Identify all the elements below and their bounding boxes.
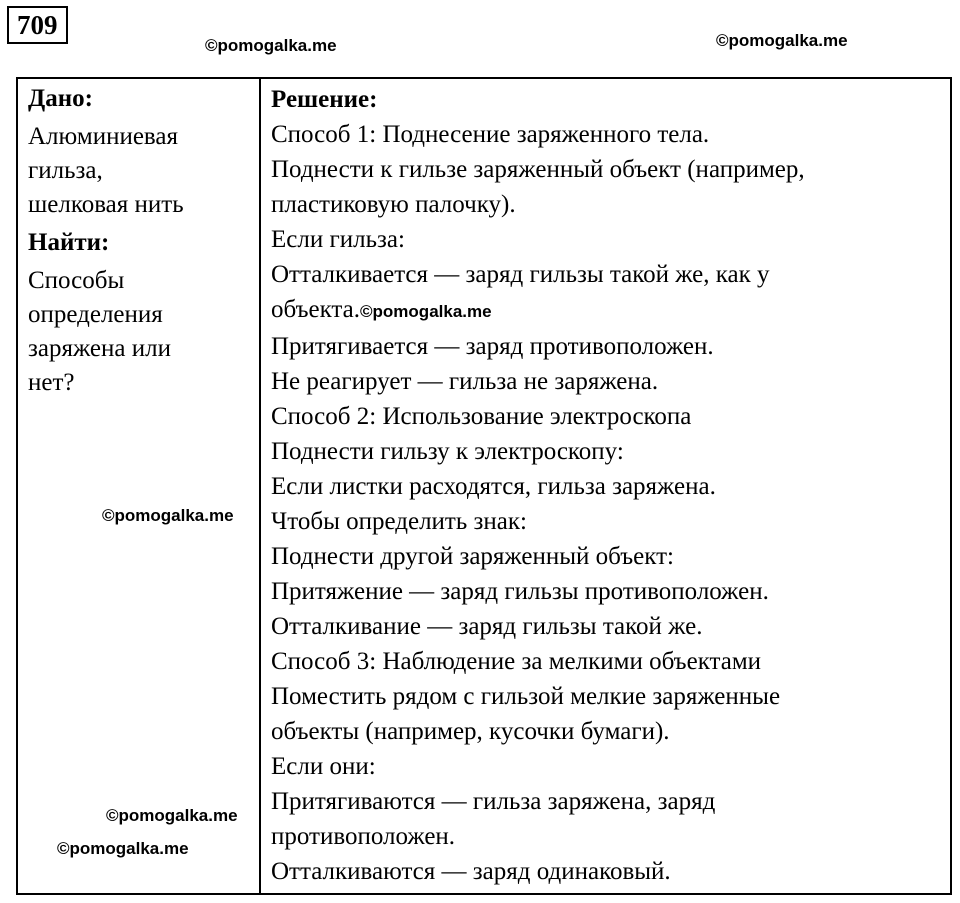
problem-number: 709 bbox=[7, 6, 68, 44]
solution-line: Притяжение — заряд гильзы противоположен. bbox=[271, 578, 769, 605]
solution-line: Если гильза: bbox=[271, 226, 405, 253]
find-line: нет? bbox=[28, 369, 75, 396]
solution-line: Отталкиваются — заряд одинаковый. bbox=[271, 858, 671, 885]
given-text bbox=[28, 120, 253, 222]
solution-line: Способ 3: Наблюдение за мелкими объектами bbox=[271, 648, 762, 675]
given-line: Алюминиевая bbox=[28, 123, 178, 150]
given-line: шелковая нить bbox=[28, 191, 184, 218]
find-line: заряжена или bbox=[28, 335, 171, 362]
watermark-inline: ©pomogalka.me bbox=[360, 302, 492, 321]
find-header: Найти: bbox=[28, 229, 110, 256]
solution-column bbox=[271, 82, 946, 889]
watermark-top-right: ©pomogalka.me bbox=[716, 31, 848, 50]
solution-line: Способ 1: Поднесение заряженного тела. bbox=[271, 121, 710, 148]
solution-line: пластиковую палочку). bbox=[271, 191, 516, 218]
watermark-left-middle: ©pomogalka.me bbox=[102, 506, 234, 525]
find-line: Способы bbox=[28, 267, 125, 294]
given-line: гильза, bbox=[28, 157, 103, 184]
given-column bbox=[28, 82, 253, 400]
solution-line: противоположен. bbox=[271, 823, 456, 850]
solution-line: объекты (например, кусочки бумаги). bbox=[271, 718, 670, 745]
solution-line-text: объекта. bbox=[271, 296, 361, 323]
solution-line: Поднести другой заряженный объект: bbox=[271, 543, 674, 570]
solution-line: Притягиваются — гильза заряжена, заряд bbox=[271, 788, 716, 815]
solution-line: Отталкивается — заряд гильзы такой же, как у bbox=[271, 261, 770, 288]
watermark-left-bottom: ©pomogalka.me bbox=[57, 839, 189, 858]
solution-line: Если листки расходятся, гильза заряжена. bbox=[271, 473, 716, 500]
column-divider bbox=[259, 77, 261, 895]
given-header: Дано: bbox=[28, 85, 93, 112]
watermark-left-lower: ©pomogalka.me bbox=[106, 806, 238, 825]
solution-line: Не реагирует — гильза не заряжена. bbox=[271, 368, 659, 395]
solution-line: Притягивается — заряд противоположен. bbox=[271, 333, 714, 360]
solution-line: Отталкивание — заряд гильзы такой же. bbox=[271, 613, 703, 640]
solution-line: Поднести гильзу к электроскопу: bbox=[271, 438, 624, 465]
solution-line: Способ 2: Использование электроскопа bbox=[271, 403, 692, 430]
find-line: определения bbox=[28, 301, 163, 328]
solution-line: Чтобы определить знак: bbox=[271, 508, 527, 535]
solution-header: Решение: bbox=[271, 86, 378, 113]
solution-line: Поднести к гильзе заряженный объект (например, bbox=[271, 156, 805, 183]
solution-line: Если они: bbox=[271, 753, 376, 780]
solution-line: Поместить рядом с гильзой мелкие заряженные bbox=[271, 683, 781, 710]
watermark-top-left: ©pomogalka.me bbox=[205, 36, 337, 55]
find-text bbox=[28, 264, 253, 400]
solution-line-with-watermark bbox=[271, 292, 946, 329]
